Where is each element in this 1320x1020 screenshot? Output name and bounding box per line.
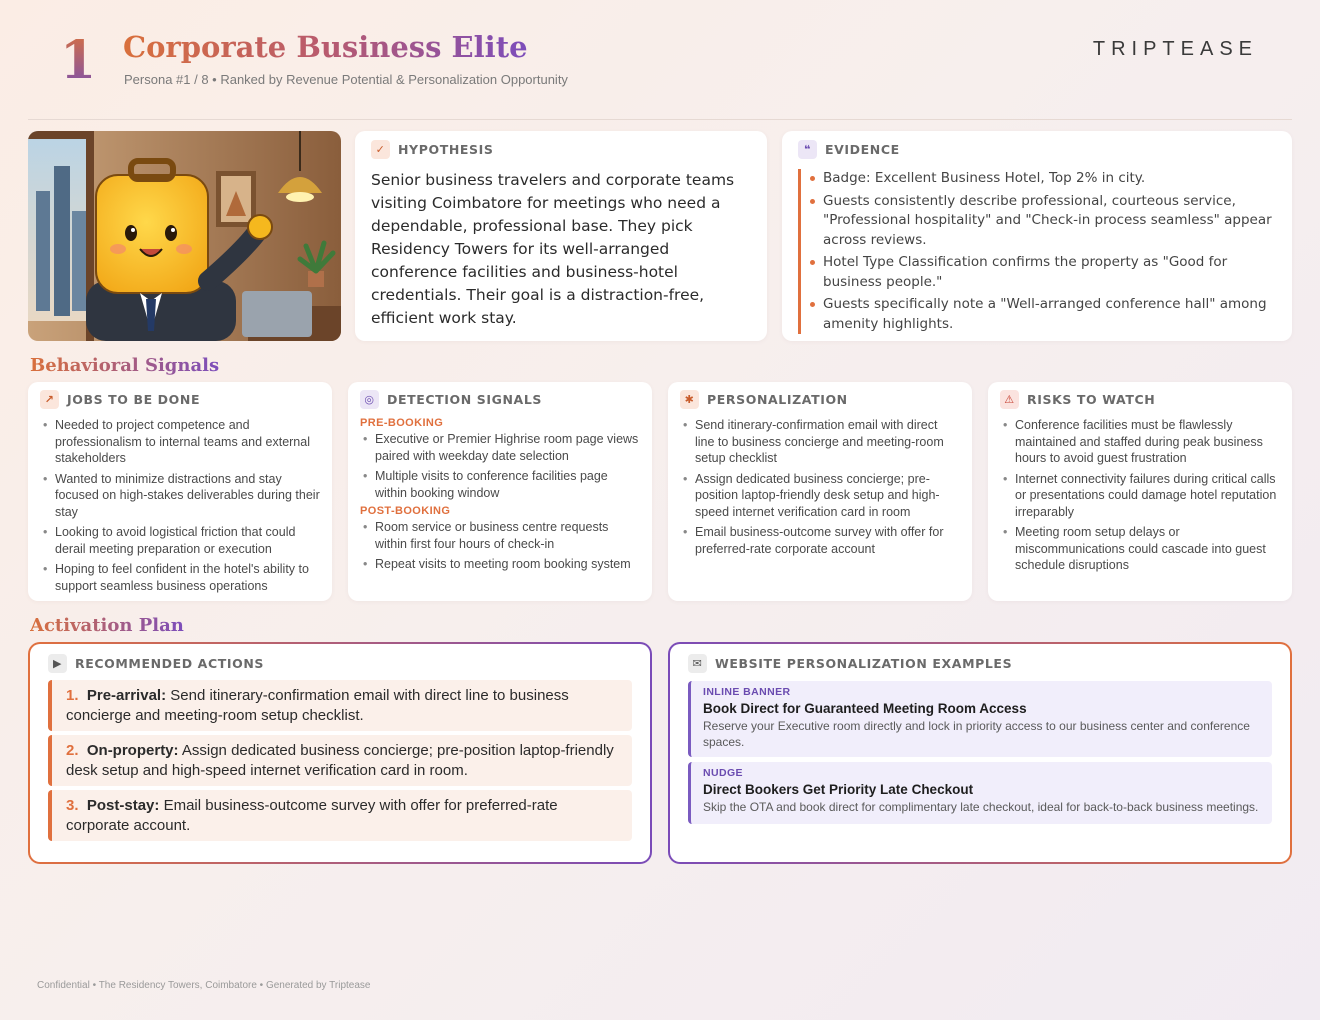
behavioral-signals-title: Behavioral Signals bbox=[30, 355, 220, 376]
action-item: 3. Post-stay: Email business-outcome survey with offer for preferred-rate corporate account. bbox=[48, 790, 632, 841]
page-subtitle: Persona #1 / 8 • Ranked by Revenue Potential & Personalization Opportunity bbox=[124, 72, 568, 87]
list-item: • Executive or Premier Highrise room page views paired with weekday date selection bbox=[360, 431, 640, 464]
play-icon: ▶ bbox=[48, 654, 67, 673]
persona-illustration bbox=[28, 131, 341, 341]
list-item: • Send itinerary-confirmation email with direct line to business concierge and meeting-room setup checklist bbox=[680, 417, 960, 467]
detection-card bbox=[348, 382, 652, 601]
list-item: • Meeting room setup delays or miscommunications could cascade into guest schedule disruptions bbox=[1000, 524, 1280, 574]
risks-card bbox=[988, 382, 1292, 601]
post-booking-list bbox=[360, 519, 640, 573]
jobs-card bbox=[28, 382, 332, 601]
examples-heading: ✉ WEBSITE PERSONALIZATION EXAMPLES bbox=[688, 654, 1012, 673]
hypothesis-heading: ✓ HYPOTHESIS bbox=[371, 140, 751, 159]
evidence-list bbox=[798, 169, 1276, 334]
evidence-item: Guests specifically note a "Well-arranged conference hall" among amenity highlights. bbox=[823, 295, 1276, 334]
jobs-heading: ↗ JOBS TO BE DONE bbox=[40, 390, 320, 409]
page-header bbox=[0, 0, 1320, 120]
list-item: • Needed to project competence and professionalism to internal teams and external stakeholders bbox=[40, 417, 320, 467]
activation-plan-title: Activation Plan bbox=[30, 615, 184, 636]
evidence-item: Badge: Excellent Business Hotel, Top 2% in city. bbox=[823, 169, 1276, 189]
pre-booking-list bbox=[360, 431, 640, 501]
brand-logo: TRIPTEASE bbox=[1092, 38, 1258, 60]
personalization-card bbox=[668, 382, 972, 601]
list-item: • Internet connectivity failures during critical calls or presentations could damage hotel reputation irreparably bbox=[1000, 471, 1280, 521]
detection-heading: ◎ DETECTION SIGNALS bbox=[360, 390, 640, 409]
list-item: • Multiple visits to conference facilities page within booking window bbox=[360, 468, 640, 501]
jobs-list bbox=[40, 417, 320, 594]
mail-icon: ✉ bbox=[688, 654, 707, 673]
pre-booking-label: PRE-BOOKING bbox=[360, 417, 444, 429]
action-item: 2. On-property: Assign dedicated business concierge; pre-position laptop-friendly desk setup and high-speed internet verification card in room. bbox=[48, 735, 632, 786]
list-item: • Email business-outcome survey with offer for preferred-rate corporate account bbox=[680, 524, 960, 557]
personalization-list bbox=[680, 417, 960, 557]
check-icon: ✓ bbox=[371, 140, 390, 159]
list-item: • Looking to avoid logistical friction that could derail meeting preparation or execution bbox=[40, 524, 320, 557]
example-tag: NUDGE bbox=[703, 767, 743, 779]
evidence-heading: ❝ EVIDENCE bbox=[798, 140, 1276, 159]
warning-icon: ⚠ bbox=[1000, 390, 1019, 409]
evidence-item: Hotel Type Classification confirms the property as "Good for business people." bbox=[823, 253, 1276, 292]
list-item: • Hoping to feel confident in the hotel's ability to support seamless business operations bbox=[40, 561, 320, 594]
list-item: • Assign dedicated business concierge; pre-position laptop-friendly desk setup and high-speed internet verification card in room bbox=[680, 471, 960, 521]
website-examples-card bbox=[668, 642, 1292, 864]
example-item bbox=[688, 681, 1272, 757]
list-item: • Repeat visits to meeting room booking system bbox=[360, 556, 640, 573]
example-tag: INLINE BANNER bbox=[703, 686, 791, 698]
page-footer: Confidential • The Residency Towers, Coimbatore • Generated by Triptease bbox=[37, 980, 371, 991]
persona-rank: 1 bbox=[60, 30, 97, 91]
list-item: • Room service or business centre requests within first four hours of check-in bbox=[360, 519, 640, 552]
example-title: Book Direct for Guaranteed Meeting Room Access bbox=[703, 701, 1027, 716]
list-item: • Conference facilities must be flawlessly maintained and staffed during peak business hours to avoid guest frustration bbox=[1000, 417, 1280, 467]
recommended-actions-card bbox=[28, 642, 652, 864]
quote-icon: ❝ bbox=[798, 140, 817, 159]
example-title: Direct Bookers Get Priority Late Checkout bbox=[703, 782, 974, 797]
page-title: Corporate Business Elite bbox=[123, 30, 528, 64]
actions-heading: ▶ RECOMMENDED ACTIONS bbox=[48, 654, 264, 673]
arrow-up-right-icon: ↗ bbox=[40, 390, 59, 409]
hypothesis-text: Senior business travelers and corporate teams visiting Coimbatore for meetings who need a dependable, professional base. They pick Residency Towers for its well-arranged conference facilities and business-hotel credentials. Their goal is a distraction-free, efficient work stay. bbox=[371, 171, 735, 327]
example-item bbox=[688, 762, 1272, 824]
personalization-heading: ✱ PERSONALIZATION bbox=[680, 390, 960, 409]
sparkle-icon: ✱ bbox=[680, 390, 699, 409]
post-booking-label: POST-BOOKING bbox=[360, 504, 451, 517]
evidence-item: Guests consistently describe professional, courteous service, "Professional hospitality" and "Check-in process seamless" appear across reviews. bbox=[823, 192, 1276, 251]
header-divider bbox=[28, 119, 1292, 120]
risks-list bbox=[1000, 417, 1280, 574]
hypothesis-card bbox=[355, 131, 767, 341]
action-item: 1. Pre-arrival: Send itinerary-confirmation email with direct line to business concierge and meeting-room setup checklist. bbox=[48, 680, 632, 731]
target-icon: ◎ bbox=[360, 390, 379, 409]
risks-heading: ⚠ RISKS TO WATCH bbox=[1000, 390, 1280, 409]
example-body: Reserve your Executive room directly and lock in priority access to our business center and conference spaces. bbox=[703, 719, 1250, 749]
list-item: • Wanted to minimize distractions and stay focused on high-stakes deliverables during their stay bbox=[40, 471, 320, 521]
example-body: Skip the OTA and book direct for complimentary late checkout, ideal for back-to-back business meetings. bbox=[703, 800, 1259, 814]
evidence-card bbox=[782, 131, 1292, 341]
